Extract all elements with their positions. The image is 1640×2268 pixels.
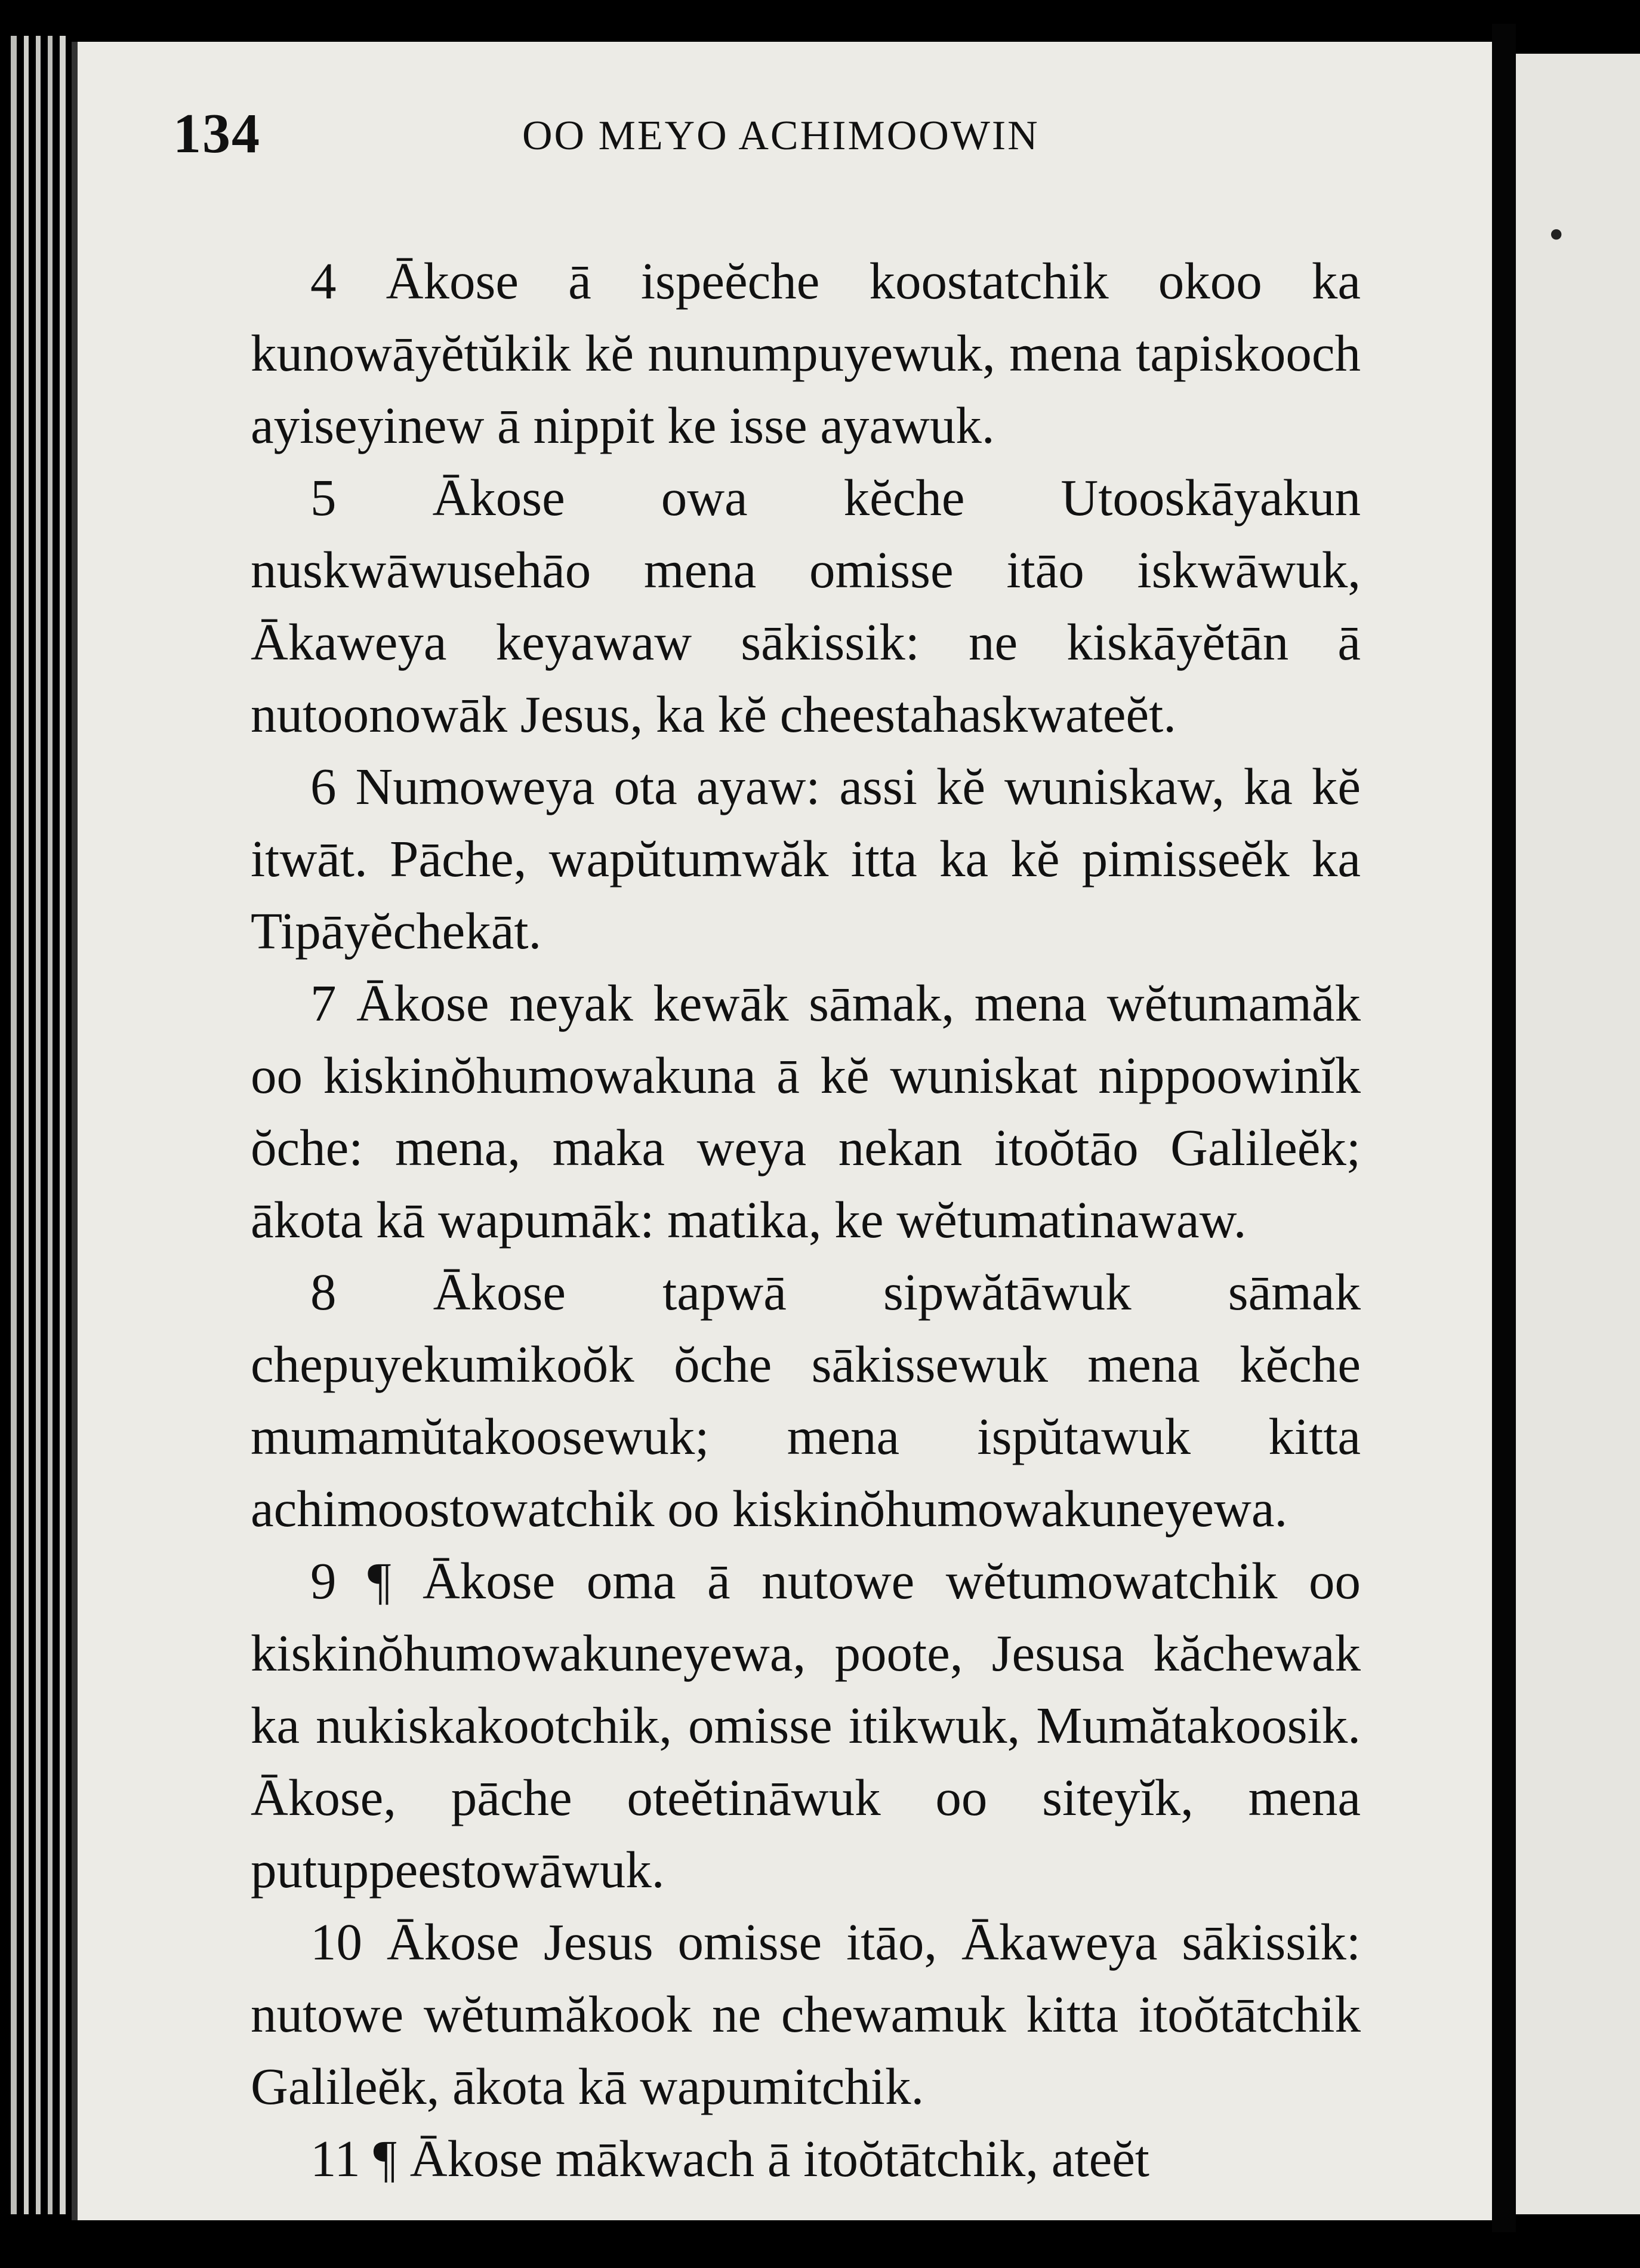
- verse-11: 11 ¶ Ākose mākwach ā itoŏtātchik, ateĕt: [310, 2130, 1149, 2187]
- verse-10: 10 Ākose Jesus omisse itāo, Ākaweya sākissik: nutowe wĕtumăkook ne chewamuk kitta itoŏtātchik Galileĕk, ākota kā wapumitchik.: [251, 1913, 1361, 2115]
- page-header: [173, 101, 1379, 173]
- verse-9: 9 ¶ Ākose oma ā nutowe wĕtumowatchik oo kiskinŏhumowakuneyewa, poote, Jesusa kăchewak ka nukiskakootchik, omisse itikwuk, Mumătakoosik. Ākose, pāche oteĕtināwuk oo siteyĭk, mena putuppeestowāwuk.: [251, 1552, 1361, 1899]
- verse-7: 7 Ākose neyak kewāk sāmak, mena wĕtumamăk oo kiskinŏhumowakuna ā kĕ wuniskat nippoowinĭk ŏche: mena, maka weya nekan itoŏtāo Galileĕk; ākota kā wapumāk: matika, ke wĕtumatinawaw.: [251, 974, 1361, 1249]
- verse-6: 6 Numoweya ota ayaw: assi kĕ wuniskaw, ka kĕ itwāt. Pāche, wapŭtumwăk itta ka kĕ pimisseĕk ka Tipāyĕchekāt.: [251, 757, 1361, 960]
- page-number: 134: [173, 103, 261, 165]
- body-text: [251, 245, 1361, 2195]
- verse-5: 5 Ākose owa kĕche Utooskāyakun nuskwāwusehāo mena omisse itāo iskwāwuk, Ākaweya keyawaw sākissik: ne kiskāyĕtān ā nutoonowāk Jesus, ka kĕ cheestahaskwateĕt.: [251, 469, 1361, 743]
- book-gutter: [1492, 24, 1516, 2232]
- facing-page-edge: [1516, 54, 1640, 2214]
- page-edge: [11, 36, 17, 2214]
- page-edge: [24, 36, 29, 2214]
- page-edge: [36, 36, 41, 2214]
- page-edge: [48, 36, 53, 2214]
- verse-8: 8 Ākose tapwā sipwătāwuk sāmak chepuyekumikoŏk ŏche sākissewuk mena kĕche mumamŭtakoosewuk; mena ispŭtawuk kitta achimoostowatchik oo kiskinŏhumowakuneyewa.: [251, 1263, 1361, 1537]
- verse-4: 4 Ākose ā ispeĕche koostatchik okoo ka kunowāyĕtŭkik kĕ nunumpuyewuk, mena tapiskooch ayiseyinew ā nippit ke isse ayawuk.: [251, 252, 1361, 454]
- facing-page-dot: •: [1546, 215, 1567, 257]
- page-edge: [60, 36, 66, 2214]
- running-title: OO MEYO ACHIMOOWIN: [522, 113, 1040, 159]
